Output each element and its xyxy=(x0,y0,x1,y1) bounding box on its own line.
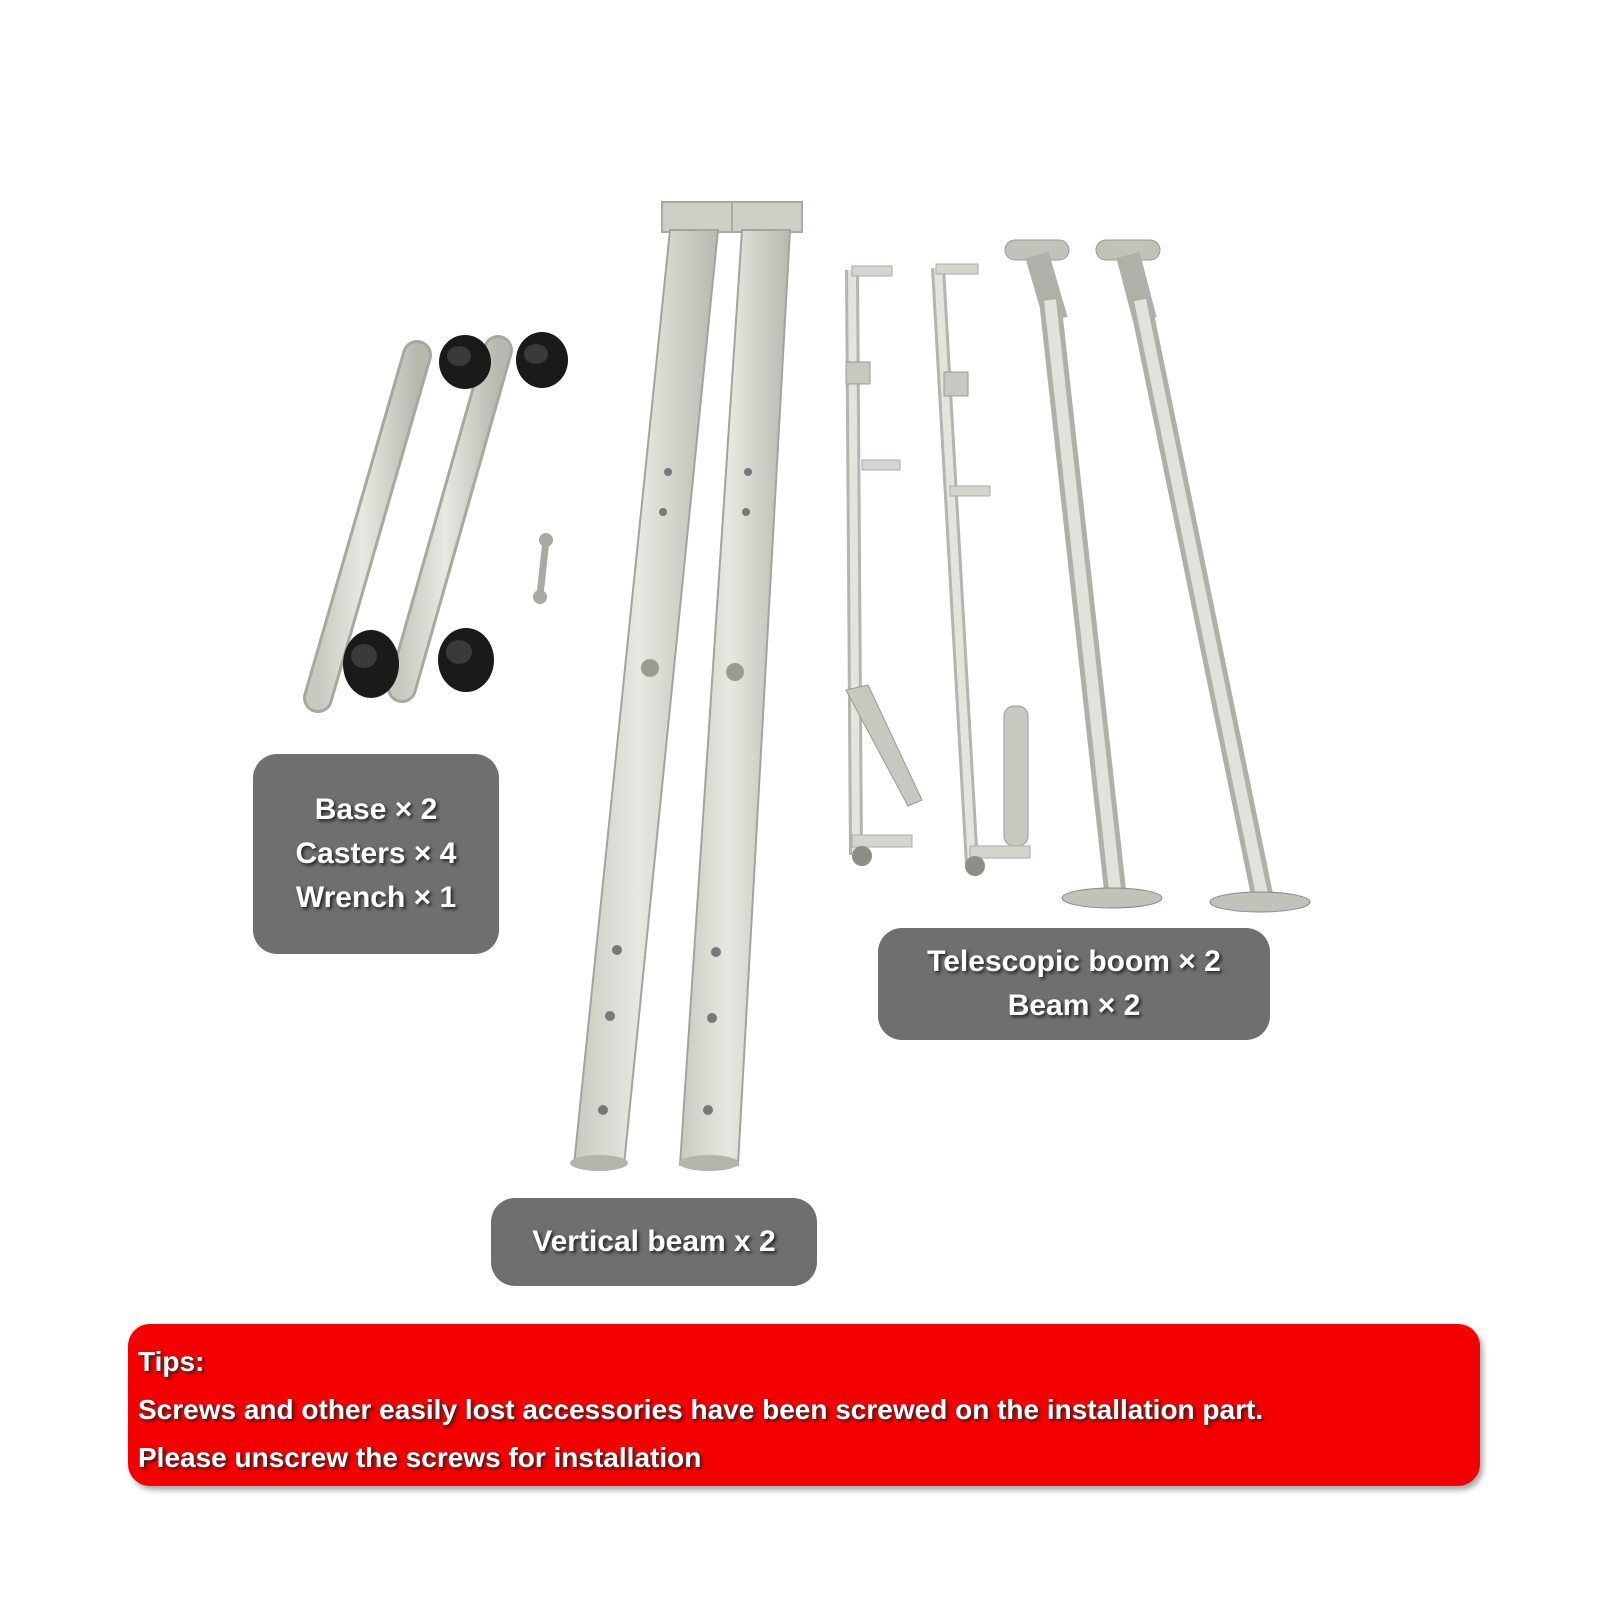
beam xyxy=(936,264,1030,876)
wrench-label: Wrench × 1 xyxy=(295,881,457,914)
tips-title: Tips: xyxy=(138,1346,205,1377)
base-parts-label xyxy=(253,754,499,954)
beam-label: Beam × 2 xyxy=(1007,989,1141,1022)
beam xyxy=(846,266,922,866)
tips-line-2: Please unscrew the screws for installation xyxy=(138,1442,702,1473)
tips-banner xyxy=(128,1324,1480,1486)
caster xyxy=(516,332,568,388)
telescopic-boom-label: Telescopic boom × 2 xyxy=(927,945,1221,978)
tips-line-1: Screws and other easily lost accessories have been screwed on the installation part. xyxy=(138,1394,1264,1425)
caster xyxy=(438,628,494,692)
caster xyxy=(439,335,491,389)
vertical-beam-parts-label xyxy=(491,1198,817,1286)
caster xyxy=(343,630,399,698)
casters-label: Casters × 4 xyxy=(295,837,457,870)
telescopic-boom xyxy=(1096,240,1310,912)
base-label: Base × 2 xyxy=(314,793,438,826)
wrench-icon xyxy=(533,533,553,604)
boom-parts-label xyxy=(878,928,1270,1040)
vertical-beam-label: Vertical beam x 2 xyxy=(532,1225,776,1258)
